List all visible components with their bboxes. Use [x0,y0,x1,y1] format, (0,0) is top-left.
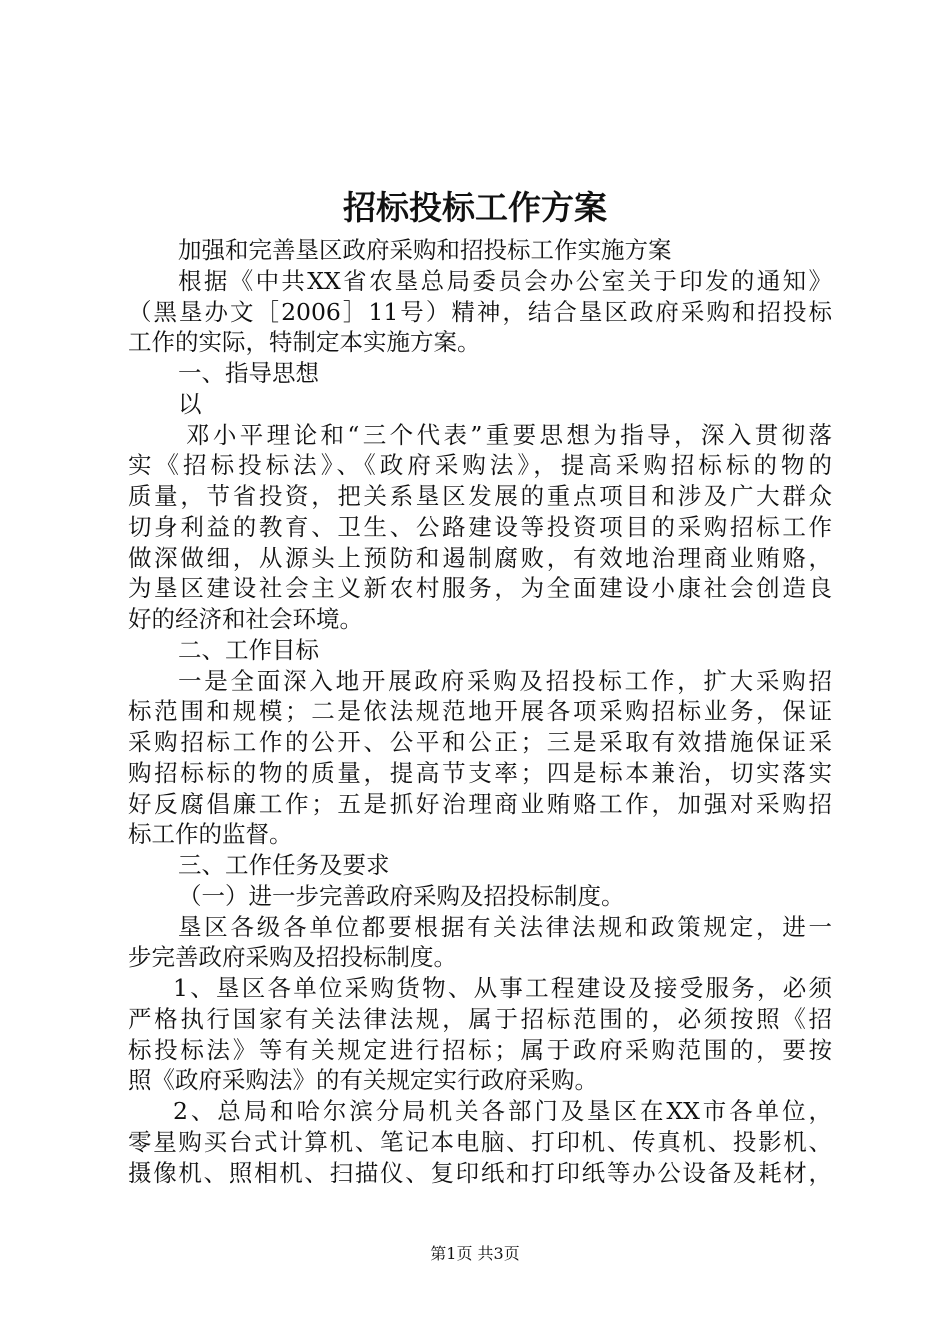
paragraph-line: 邓小平理论和“三个代表”重要思想为指导，深入贯彻落 [186,420,832,449]
paragraph-line: 切身利益的教育、卫生、公路建设等投资项目的采购招标工作 [128,512,832,541]
section-heading: 三、工作任务及要求 [178,851,390,879]
paragraph-line: 摄像机、照相机、扫描仪、复印纸和打印纸等办公设备及耗材， [128,1158,832,1187]
paragraph-line: （黑垦办文［2006］11号）精神，结合垦区政府采购和招投标 [128,297,832,326]
subsection-heading: （一）进一步完善政府采购及招投标制度。 [178,881,625,910]
section-heading: 一、指导思想 [178,359,319,387]
paragraph-line: 做深做细，从源头上预防和遏制腐败，有效地治理商业贿赂， [128,543,832,572]
document-body [128,235,832,1188]
paragraph-line: 严格执行国家有关法律法规，属于招标范围的，必须按照《招 [128,1004,832,1033]
paragraph-line: 一是全面深入地开展政府采购及招投标工作，扩大采购招 [178,666,832,695]
paragraph-line: 垦区各级各单位都要根据有关法律法规和政策规定，进一 [178,912,832,941]
paragraph-line: 好的经济和社会环境。 [128,605,363,633]
paragraph-line: 零星购买台式计算机、笔记本电脑、打印机、传真机、投影机、 [128,1127,832,1156]
paragraph-line: 购招标标的物的质量，提高节支率；四是标本兼治，切实落实 [128,758,832,787]
paragraph-line: 标投标法》等有关规定进行招标；属于政府采购范围的，要按 [128,1035,832,1064]
paragraph-line: 照《政府采购法》的有关规定实行政府采购。 [128,1066,598,1095]
paragraph-line: 为垦区建设社会主义新农村服务，为全面建设小康社会创造良 [128,574,832,603]
paragraph-line: 工作的实际，特制定本实施方案。 [128,328,481,357]
page-footer: 第1页 共3页 [430,1244,520,1263]
subtitle-line: 加强和完善垦区政府采购和招投标工作实施方案 [178,236,672,264]
paragraph-line: 标工作的监督。 [128,820,293,849]
document-title: 招标投标工作方案 [343,188,607,227]
paragraph-line: 2、总局和哈尔滨分局机关各部门及垦区在XX市各单位， [173,1097,832,1125]
paragraph-line: 质量，节省投资，把关系垦区发展的重点项目和涉及广大群众 [128,482,832,510]
paragraph-line: 以 [178,389,202,418]
paragraph-line: 实《招标投标法》、《政府采购法》，提高采购招标标的物的 [128,451,832,480]
paragraph-line: 标范围和规模；二是依法规范地开展各项采购招标业务，保证 [128,697,832,726]
paragraph-line: 1、垦区各单位采购货物、从事工程建设及接受服务，必须 [173,974,832,1002]
paragraph-line: 采购招标工作的公开、公平和公正；三是采取有效措施保证采 [128,728,832,756]
section-heading: 二、工作目标 [178,635,319,664]
paragraph-line: 步完善政府采购及招投标制度。 [128,943,457,972]
paragraph-line: 根据《中共XX省农垦总局委员会办公室关于印发的通知》 [178,266,832,295]
paragraph-line: 好反腐倡廉工作；五是抓好治理商业贿赂工作，加强对采购招 [128,789,832,818]
